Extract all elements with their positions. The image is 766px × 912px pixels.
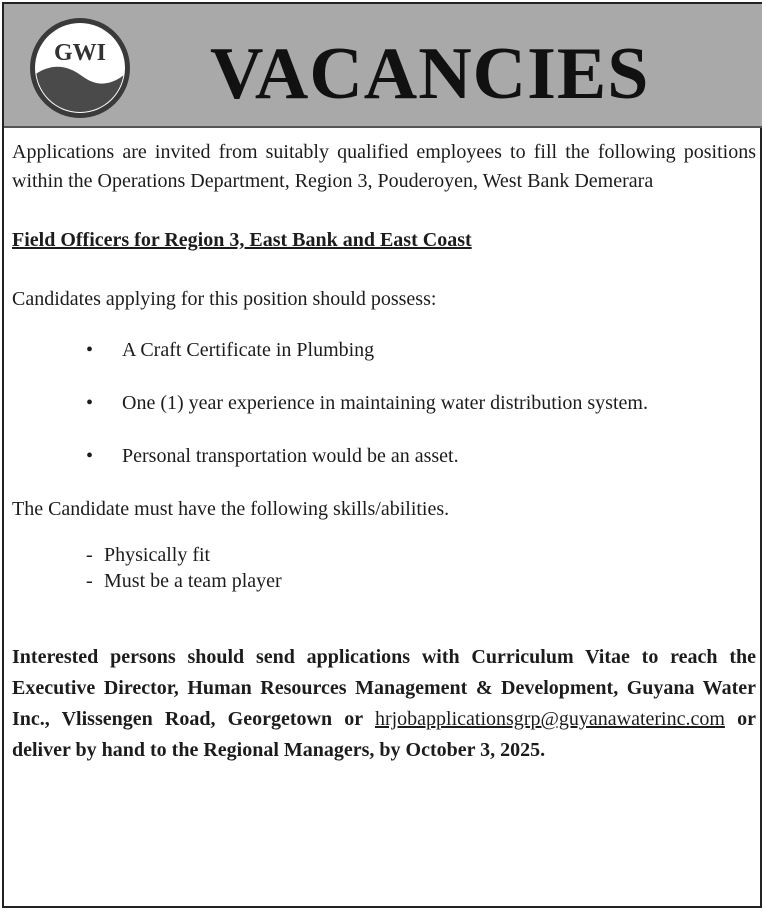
page-title: VACANCIES bbox=[210, 33, 650, 115]
list-item: - Physically fit bbox=[12, 542, 756, 568]
advert-body bbox=[12, 138, 756, 766]
closing-text-after: or deliver by hand to the Regional Managers, by October 3, 2025. bbox=[12, 708, 756, 761]
intro-paragraph: Applications are invited from suitably qualified employees to fill the following positions within the Operations Department, Region 3, Pouderoyen, West Bank Demerara bbox=[12, 141, 756, 192]
requirements-intro: Candidates applying for this position should possess: bbox=[12, 288, 437, 310]
requirements-list bbox=[12, 336, 756, 471]
logo-text: GWI bbox=[53, 40, 107, 66]
list-item: • Personal transportation would be an asset. bbox=[12, 442, 756, 471]
header-banner bbox=[4, 4, 762, 128]
closing-text-before: Interested persons should send applications with Curriculum Vitae to reach the Executive Director, Human Resources Management & Development, Guyana Water Inc., Vlissengen Road, Georgetown or bbox=[12, 646, 756, 730]
skills-intro: The Candidate must have the following skills/abilities. bbox=[12, 498, 450, 520]
position-title: Field Officers for Region 3, East Bank and East Coast bbox=[12, 229, 472, 251]
list-item: - Must be a team player bbox=[12, 568, 756, 594]
list-item: • One (1) year experience in maintaining water distribution system. bbox=[12, 389, 756, 418]
email-link[interactable]: hrjobapplicationsgrp@guyanawaterinc.com bbox=[374, 708, 725, 730]
list-item: • A Craft Certificate in Plumbing bbox=[12, 336, 756, 365]
gwi-water-logo-icon bbox=[28, 16, 132, 120]
skills-list bbox=[12, 542, 756, 594]
closing-paragraph bbox=[12, 642, 756, 766]
